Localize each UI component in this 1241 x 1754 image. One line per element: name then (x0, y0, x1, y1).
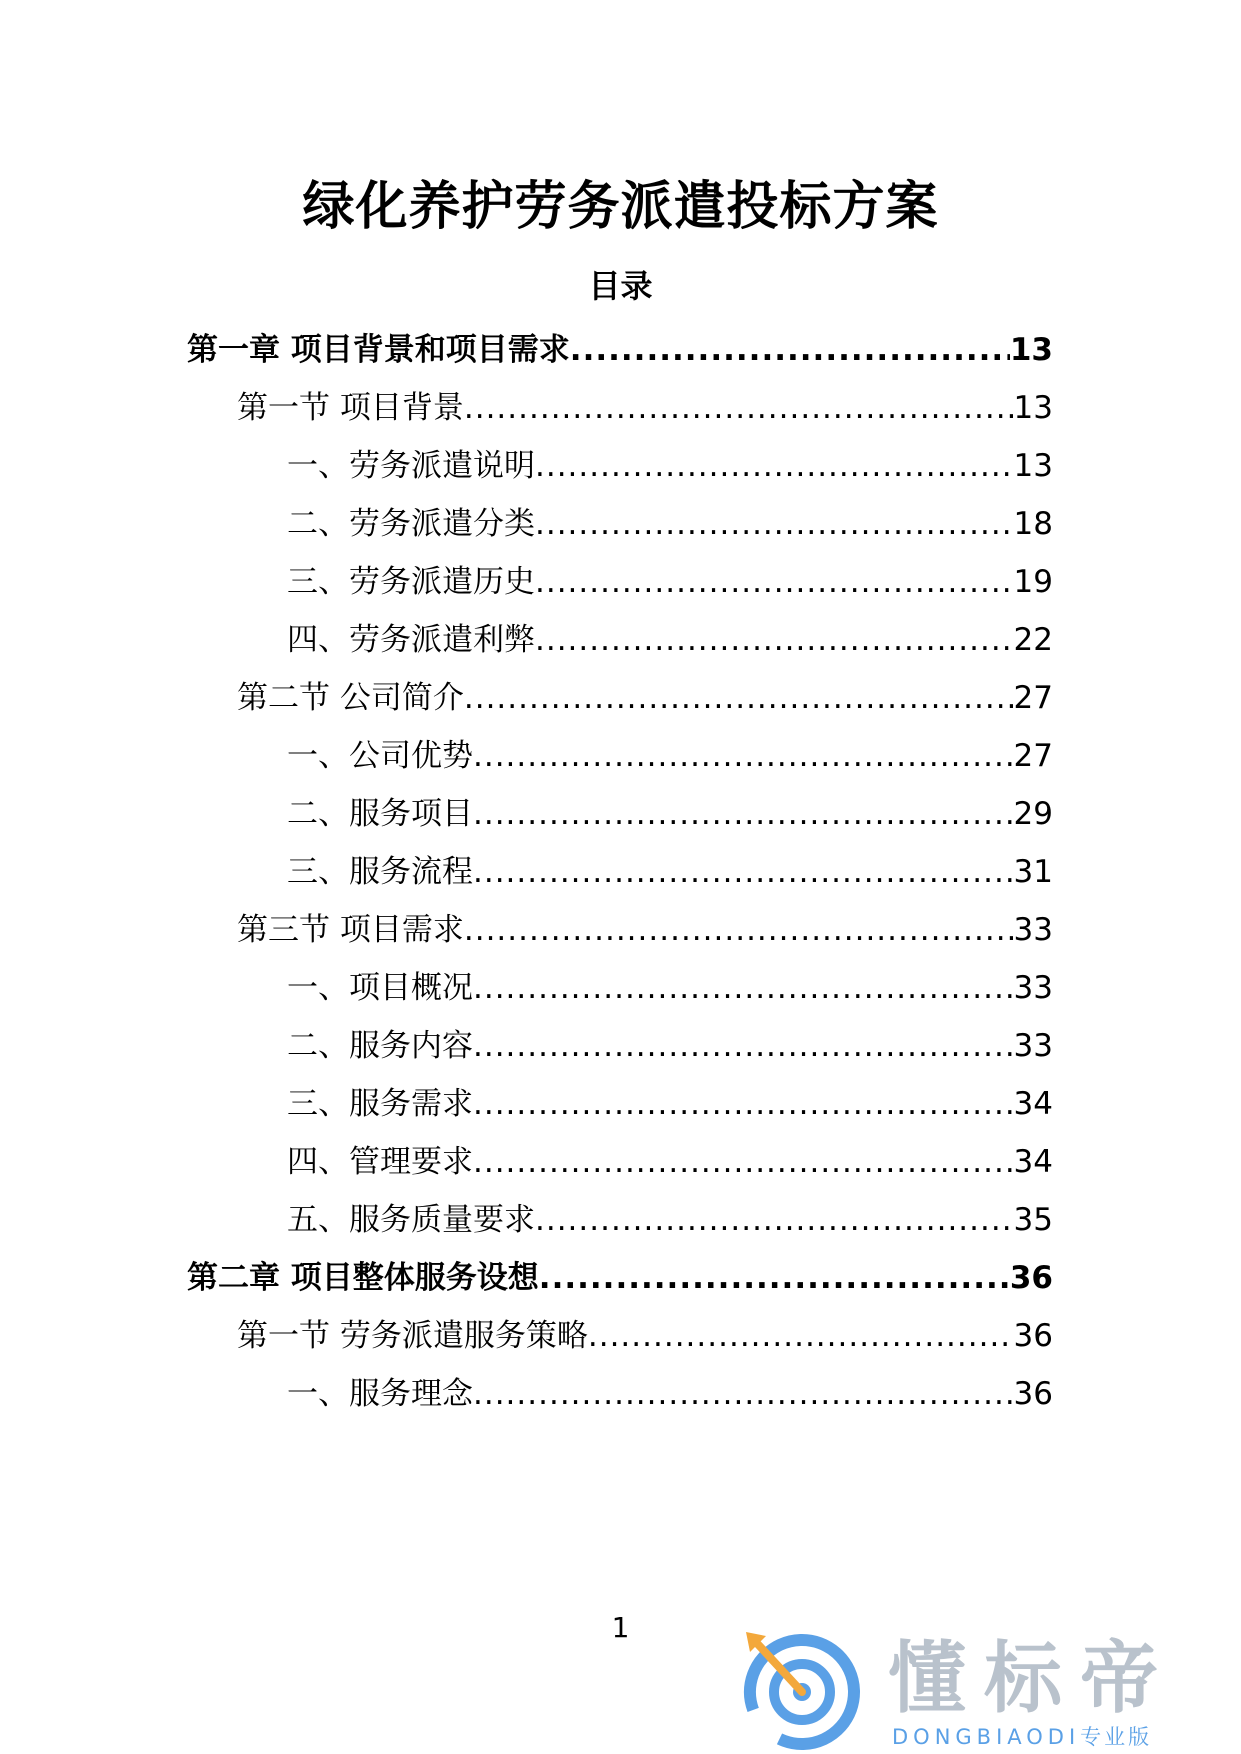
toc-entry-page: 27 (1013, 738, 1053, 774)
toc-entry-page: 29 (1013, 796, 1053, 832)
toc-entry-label: 第一章 项目背景和项目需求 (187, 332, 570, 368)
toc-entry-label: 四、管理要求 (287, 1144, 473, 1180)
toc-entry-label: 第二章 项目整体服务设想 (187, 1260, 539, 1296)
toc-entry-page: 36 (1013, 1376, 1053, 1412)
toc-entry-label: 第一节 项目背景 (237, 390, 464, 426)
target-dart-icon (740, 1626, 864, 1750)
toc-entry[interactable] (237, 1308, 1053, 1358)
toc-entry-page: 33 (1013, 912, 1053, 948)
watermark-subtitle-latin: DONGBIAODI (892, 1725, 1081, 1749)
toc-heading: 目录 (588, 267, 653, 305)
toc-entry-label: 第三节 项目需求 (237, 912, 464, 948)
toc-entry-page: 27 (1013, 680, 1053, 716)
toc-entry-label: 第一节 劳务派遣服务策略 (237, 1318, 588, 1354)
toc-entry[interactable] (287, 1018, 1053, 1068)
toc-entry-label: 一、项目概况 (287, 970, 473, 1006)
toc-entry[interactable] (237, 902, 1053, 952)
toc-entry-page: 34 (1013, 1086, 1053, 1122)
toc-leader-dots (473, 792, 1014, 836)
watermark-brand: 懂标帝 (888, 1634, 1177, 1724)
toc-entry[interactable] (287, 960, 1053, 1010)
toc-leader-dots (473, 1372, 1014, 1416)
toc-entry-label: 五、服务质量要求 (287, 1202, 535, 1238)
toc-leader-dots (535, 502, 1014, 546)
toc-entry-page: 36 (1013, 1318, 1053, 1354)
toc-entry[interactable] (287, 786, 1053, 836)
toc-entry[interactable] (287, 496, 1053, 546)
toc-entry-page: 33 (1013, 1028, 1053, 1064)
toc-entry[interactable] (287, 1134, 1053, 1184)
toc-entry[interactable] (287, 438, 1053, 488)
toc-entry-page: 13 (1009, 332, 1053, 368)
toc-entry-label: 三、劳务派遣历史 (287, 564, 535, 600)
toc-entry-label: 四、劳务派遣利弊 (287, 622, 535, 658)
toc-entry-label: 三、服务流程 (287, 854, 473, 890)
toc-leader-dots (539, 1256, 1010, 1300)
toc-entry-label: 二、服务内容 (287, 1028, 473, 1064)
toc-entry-label: 二、劳务派遣分类 (287, 506, 535, 542)
toc-leader-dots (535, 560, 1014, 604)
toc-entry[interactable] (287, 728, 1053, 778)
toc-entry-page: 31 (1013, 854, 1053, 890)
toc-entry-page: 22 (1013, 622, 1053, 658)
toc-entry-label: 一、公司优势 (287, 738, 473, 774)
toc-leader-dots (535, 618, 1014, 662)
toc-entry-page: 35 (1013, 1202, 1053, 1238)
toc-entry[interactable] (237, 380, 1053, 430)
toc-entry[interactable] (287, 554, 1053, 604)
toc-leader-dots (588, 1314, 1014, 1358)
toc-leader-dots (464, 676, 1014, 720)
toc-entry[interactable] (287, 1366, 1053, 1416)
watermark-subtitle (892, 1724, 1152, 1750)
toc-entry[interactable] (287, 612, 1053, 662)
toc-entry-page: 36 (1009, 1260, 1053, 1296)
toc-entry[interactable] (237, 670, 1053, 720)
toc-entry-label: 第二节 公司简介 (237, 680, 464, 716)
toc-leader-dots (473, 850, 1014, 894)
toc-entry-page: 18 (1013, 506, 1053, 542)
toc-entry-label: 三、服务需求 (287, 1086, 473, 1122)
toc-leader-dots (473, 966, 1014, 1010)
document-title: 绿化养护劳务派遣投标方案 (302, 177, 939, 237)
page-number: 1 (611, 1611, 630, 1644)
toc-entry-label: 一、服务理念 (287, 1376, 473, 1412)
toc-entry[interactable] (287, 1076, 1053, 1126)
toc-entry-page: 33 (1013, 970, 1053, 1006)
toc-leader-dots (535, 1198, 1014, 1242)
toc-leader-dots (464, 908, 1014, 952)
toc-entry[interactable] (287, 844, 1053, 894)
toc-leader-dots (464, 386, 1014, 430)
toc-entry-label: 二、服务项目 (287, 796, 473, 832)
watermark-logo (740, 1626, 1220, 1750)
toc-leader-dots (473, 1082, 1014, 1126)
toc-entry-label: 一、劳务派遣说明 (287, 448, 535, 484)
toc-entry[interactable] (187, 322, 1053, 372)
toc-entry-page: 34 (1013, 1144, 1053, 1180)
toc-leader-dots (535, 444, 1014, 488)
watermark-suffix: 专业版 (1080, 1725, 1153, 1749)
toc-leader-dots (473, 1024, 1014, 1068)
toc-leader-dots (473, 734, 1014, 778)
toc-entry-page: 19 (1013, 564, 1053, 600)
toc-leader-dots (473, 1140, 1014, 1184)
toc-entry-page: 13 (1013, 390, 1053, 426)
toc-entry-page: 13 (1013, 448, 1053, 484)
toc-entry[interactable] (187, 1250, 1053, 1300)
toc-leader-dots (570, 328, 1010, 372)
toc-entry[interactable] (287, 1192, 1053, 1242)
